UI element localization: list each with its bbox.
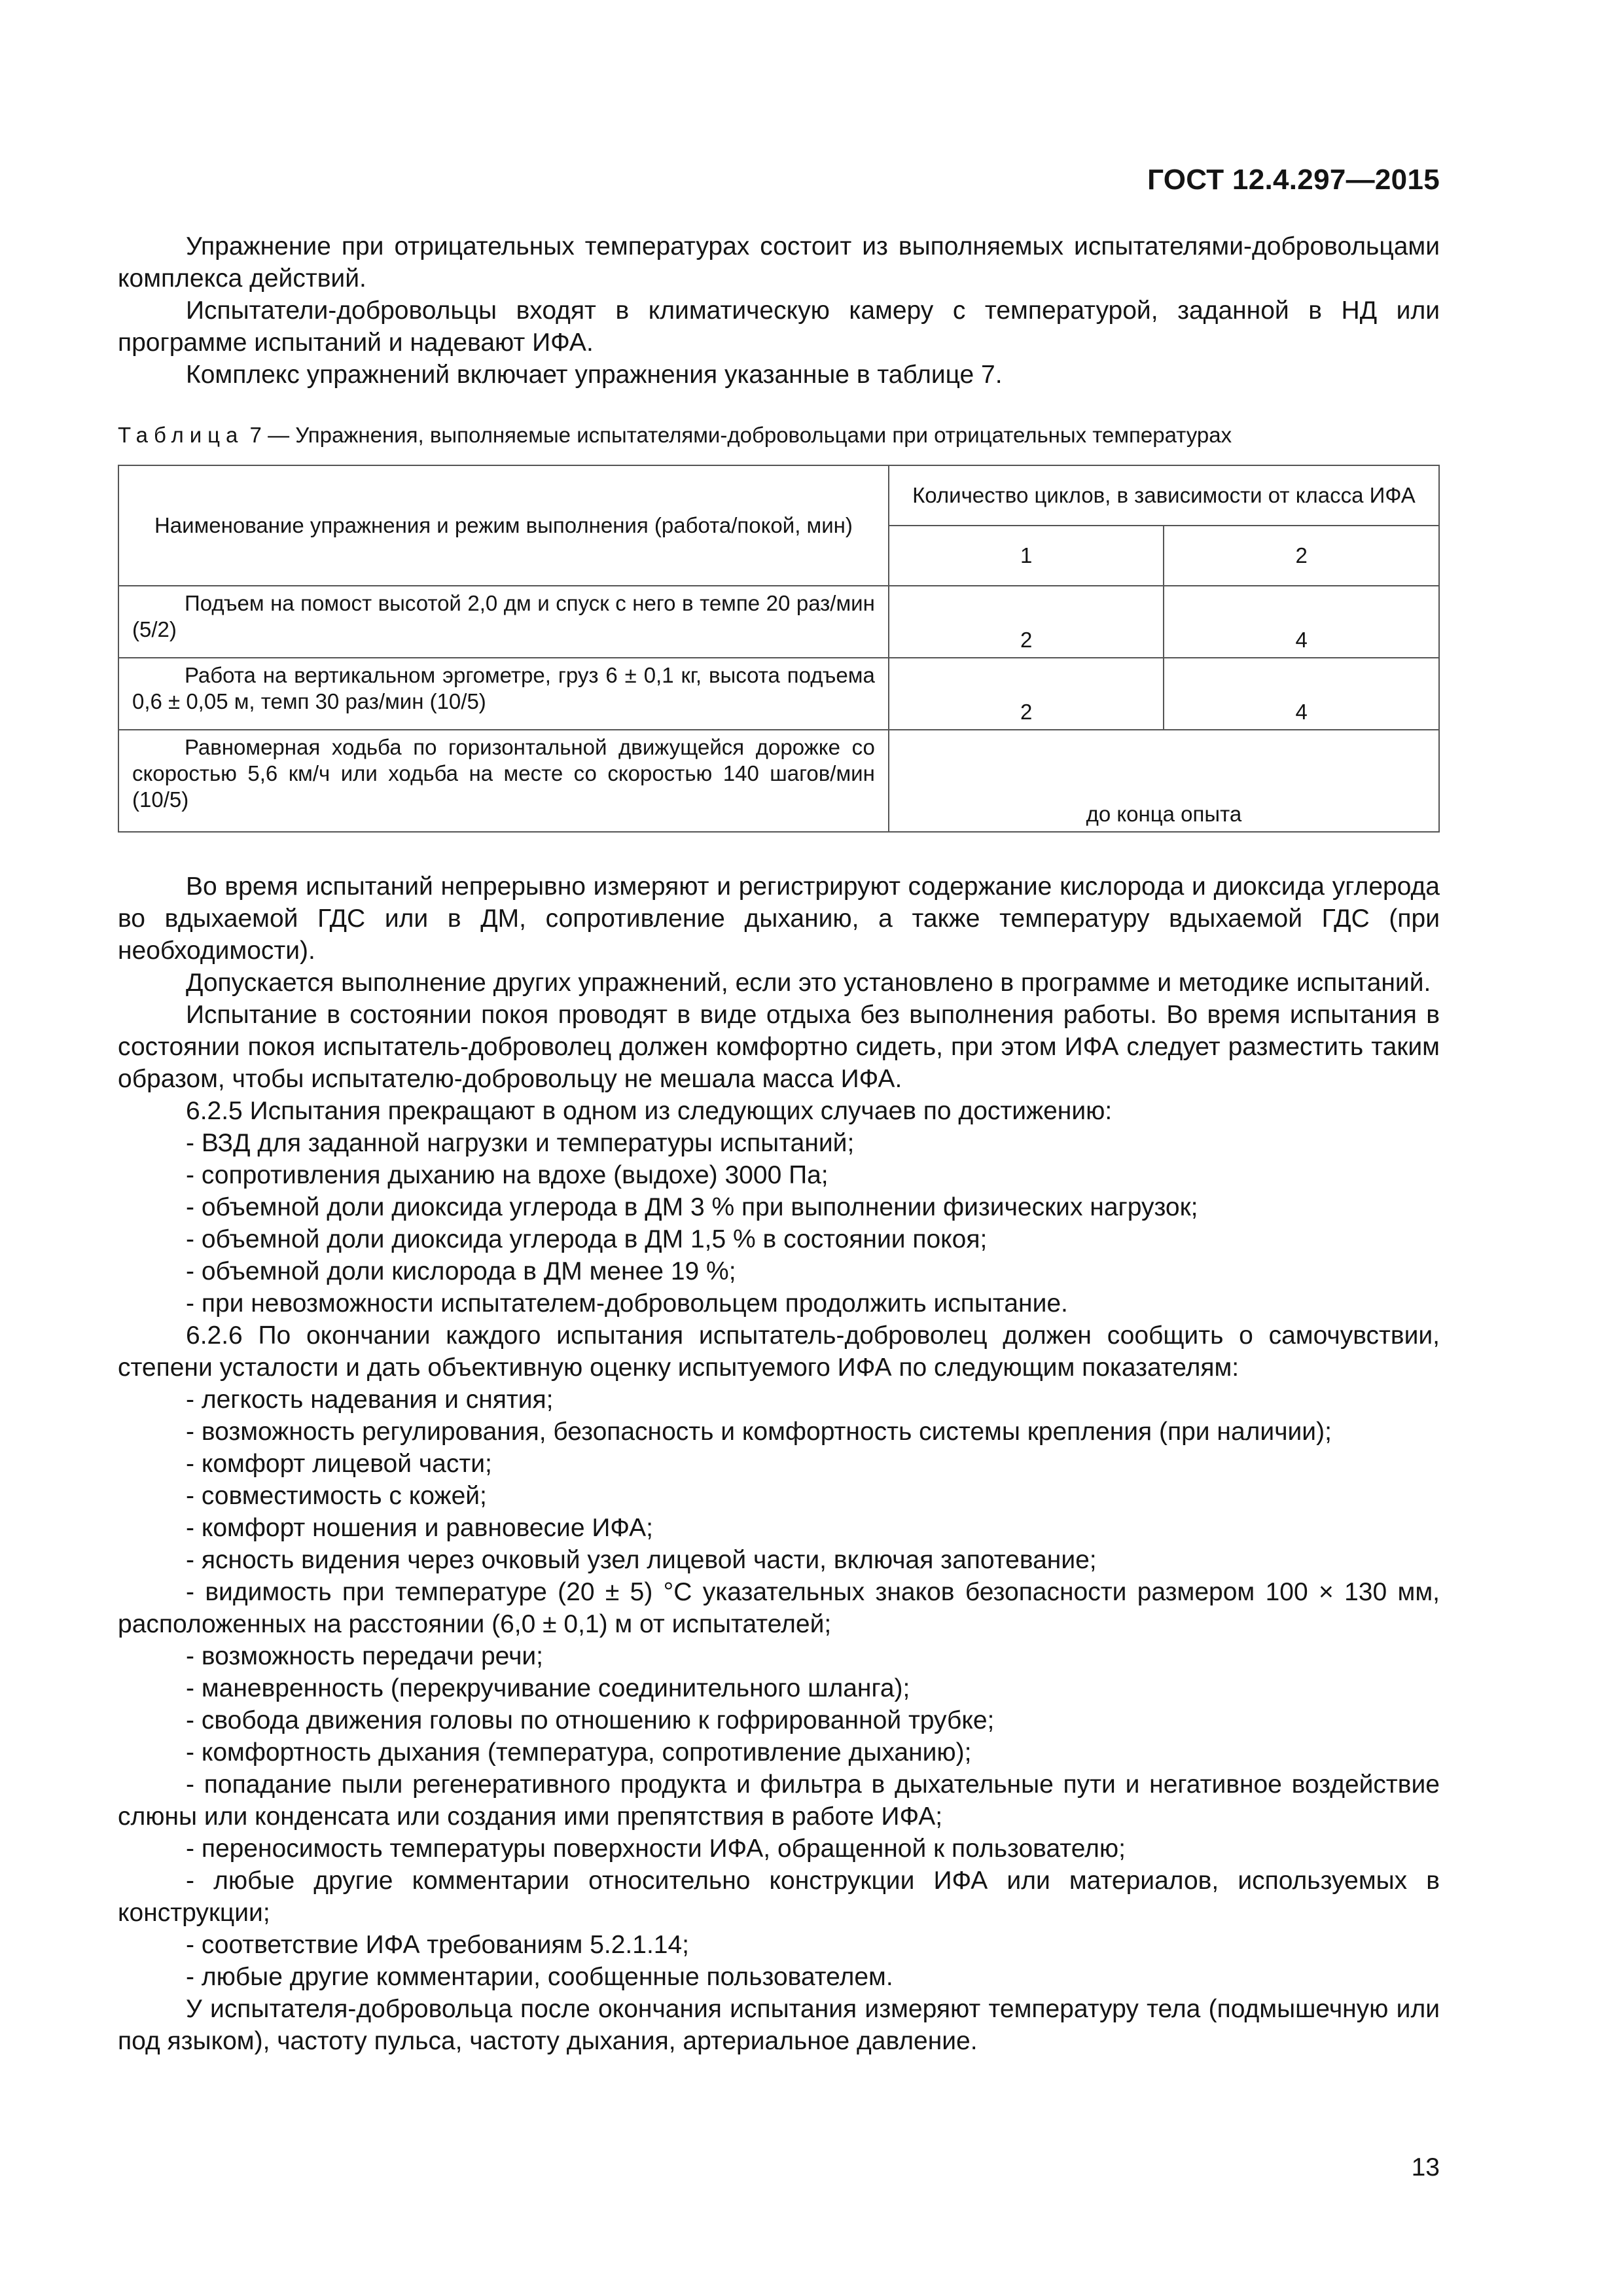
exercise-name-cell: Равномерная ходьба по горизонтальной движущейся дорожке со скоростью 5,6 км/ч или ходьба на месте со скоростью 140 шагов/мин (10/5) [118, 730, 889, 832]
exercise-name-cell: Работа на вертикальном эргометре, груз 6 ± 0,1 кг, высота подъема 0,6 ± 0,05 м, темп 30 раз/мин (10/5) [118, 658, 889, 730]
list-item: - возможность регулирования, безопасность и комфортность системы крепления (при наличии); [186, 1418, 1332, 1446]
list-item: - возможность передачи речи; [186, 1642, 544, 1670]
cycles-class-2-cell: 4 [1164, 658, 1439, 730]
list-item: - объемной доли диоксида углерода в ДМ 3 % при выполнении физических нагрузок; [186, 1193, 1198, 1221]
page-number: 13 [1411, 2153, 1440, 2181]
table-caption [118, 422, 1440, 448]
list-item: - комфорт ношения и равновесие ИФА; [186, 1514, 654, 1542]
body-paragraph: Во время испытаний непрерывно измеряют и регистрируют содержание кислорода и диоксида углерода во вдыхаемой ГДС или в ДМ, сопротивление дыханию, а также температуру вдыхаемой ГДС (при необходимости). [118, 872, 1440, 965]
intro-paragraph: Упражнение при отрицательных температурах состоит из выполняемых испытателями-добровольцами комплекса действий. [118, 232, 1440, 293]
list-item: - при невозможности испытателем-добровольцем продолжить испытание. [186, 1289, 1068, 1318]
clause-6-2-6: 6.2.6 По окончании каждого испытания испытатель-доброволец должен сообщить о самочувствии, степени усталости и дать объективную оценку испытуемого ИФА по следующим показателям: [118, 1321, 1440, 1382]
cycles-class-1-cell: 2 [889, 658, 1164, 730]
intro-section [118, 230, 1440, 391]
list-item: - ясность видения через очковый узел лицевой части, включая запотевание; [186, 1546, 1097, 1574]
document-code-header: ГОСТ 12.4.297—2015 [1147, 164, 1440, 196]
list-item: - сопротивления дыханию на вдохе (выдохе) 3000 Па; [186, 1161, 829, 1189]
list-item: - легкость надевания и снятия; [186, 1386, 554, 1414]
intro-paragraph: Испытатели-добровольцы входят в климатическую камеру с температурой, заданной в НД или программе испытаний и надевают ИФА. [118, 296, 1440, 357]
body-paragraph: У испытателя-добровольца после окончания испытания измеряют температуру тела (подмышечную или под языком), частоту пульса, частоту дыхания, артериальное давление. [118, 1995, 1440, 2055]
list-item: - любые другие комментарии, сообщенные пользователем. [186, 1963, 893, 1991]
table-row [118, 658, 1439, 730]
cycles-class-2-cell: 4 [1164, 586, 1439, 658]
list-item: - совместимость с кожей; [186, 1482, 487, 1510]
header-class-2: 2 [1164, 526, 1439, 586]
body-paragraph: Испытание в состоянии покоя проводят в виде отдыха без выполнения работы. Во время испытания в состоянии покоя испытатель-доброволец должен комфортно сидеть, при этом ИФА следует разместить таким образом, чтобы испытателю-добровольцу не мешала масса ИФА. [118, 1001, 1440, 1093]
list-item: - любые другие комментарии относительно конструкции ИФА или материалов, используемых в конструкции; [118, 1867, 1440, 1927]
body-paragraph: Допускается выполнение других упражнений, если это установлено в программе и методике испытаний. [186, 969, 1431, 997]
list-item: - видимость при температуре (20 ± 5) °С указательных знаков безопасности размером 100 × 130 мм, расположенных на расстоянии (6,0 ± 0,1) м от испытателей; [118, 1578, 1440, 1638]
list-item: - соответствие ИФА требованиям 5.2.1.14; [186, 1931, 689, 1959]
list-item: - комфортность дыхания (температура, сопротивление дыханию); [186, 1738, 972, 1767]
list-item: - ВЗД для заданной нагрузки и температуры испытаний; [186, 1129, 855, 1157]
exercise-name-cell: Подъем на помост высотой 2,0 дм и спуск с него в темпе 20 раз/мин (5/2) [118, 586, 889, 658]
intro-paragraph: Комплекс упражнений включает упражнения указанные в таблице 7. [186, 361, 1003, 389]
header-class-1: 1 [889, 526, 1164, 586]
table-row [118, 730, 1439, 832]
header-exercise-name: Наименование упражнения и режим выполнения (работа/покой, мин) [118, 465, 889, 586]
cycles-class-1-cell: 2 [889, 586, 1164, 658]
clause-6-2-5: 6.2.5 Испытания прекращают в одном из следующих случаев по достижению: [186, 1097, 1113, 1125]
list-item: - комфорт лицевой части; [186, 1450, 492, 1478]
table-caption-text: 7 — Упражнения, выполняемые испытателями-добровольцами при отрицательных температурах [243, 423, 1232, 447]
list-item: - объемной доли диоксида углерода в ДМ 1,5 % в состоянии покоя; [186, 1225, 988, 1253]
list-item: - переносимость температуры поверхности ИФА, обращенной к пользователю; [186, 1835, 1126, 1863]
table-caption-label: Таблица [118, 423, 244, 447]
list-item: - попадание пыли регенеративного продукта и фильтра в дыхательные пути и негативное воздействие слюны или конденсата или создания ими препятствия в работе ИФА; [118, 1770, 1440, 1831]
list-item: - маневренность (перекручивание соединительного шланга); [186, 1674, 910, 1702]
header-cycle-count: Количество циклов, в зависимости от класса ИФА [889, 465, 1439, 526]
cycles-merged-cell: до конца опыта [889, 730, 1439, 832]
exercise-table [118, 465, 1440, 833]
body-section [118, 870, 1440, 2057]
list-item: - свобода движения головы по отношению к гофрированной трубке; [186, 1706, 995, 1734]
table-row [118, 586, 1439, 658]
list-item: - объемной доли кислорода в ДМ менее 19 %; [186, 1257, 736, 1285]
